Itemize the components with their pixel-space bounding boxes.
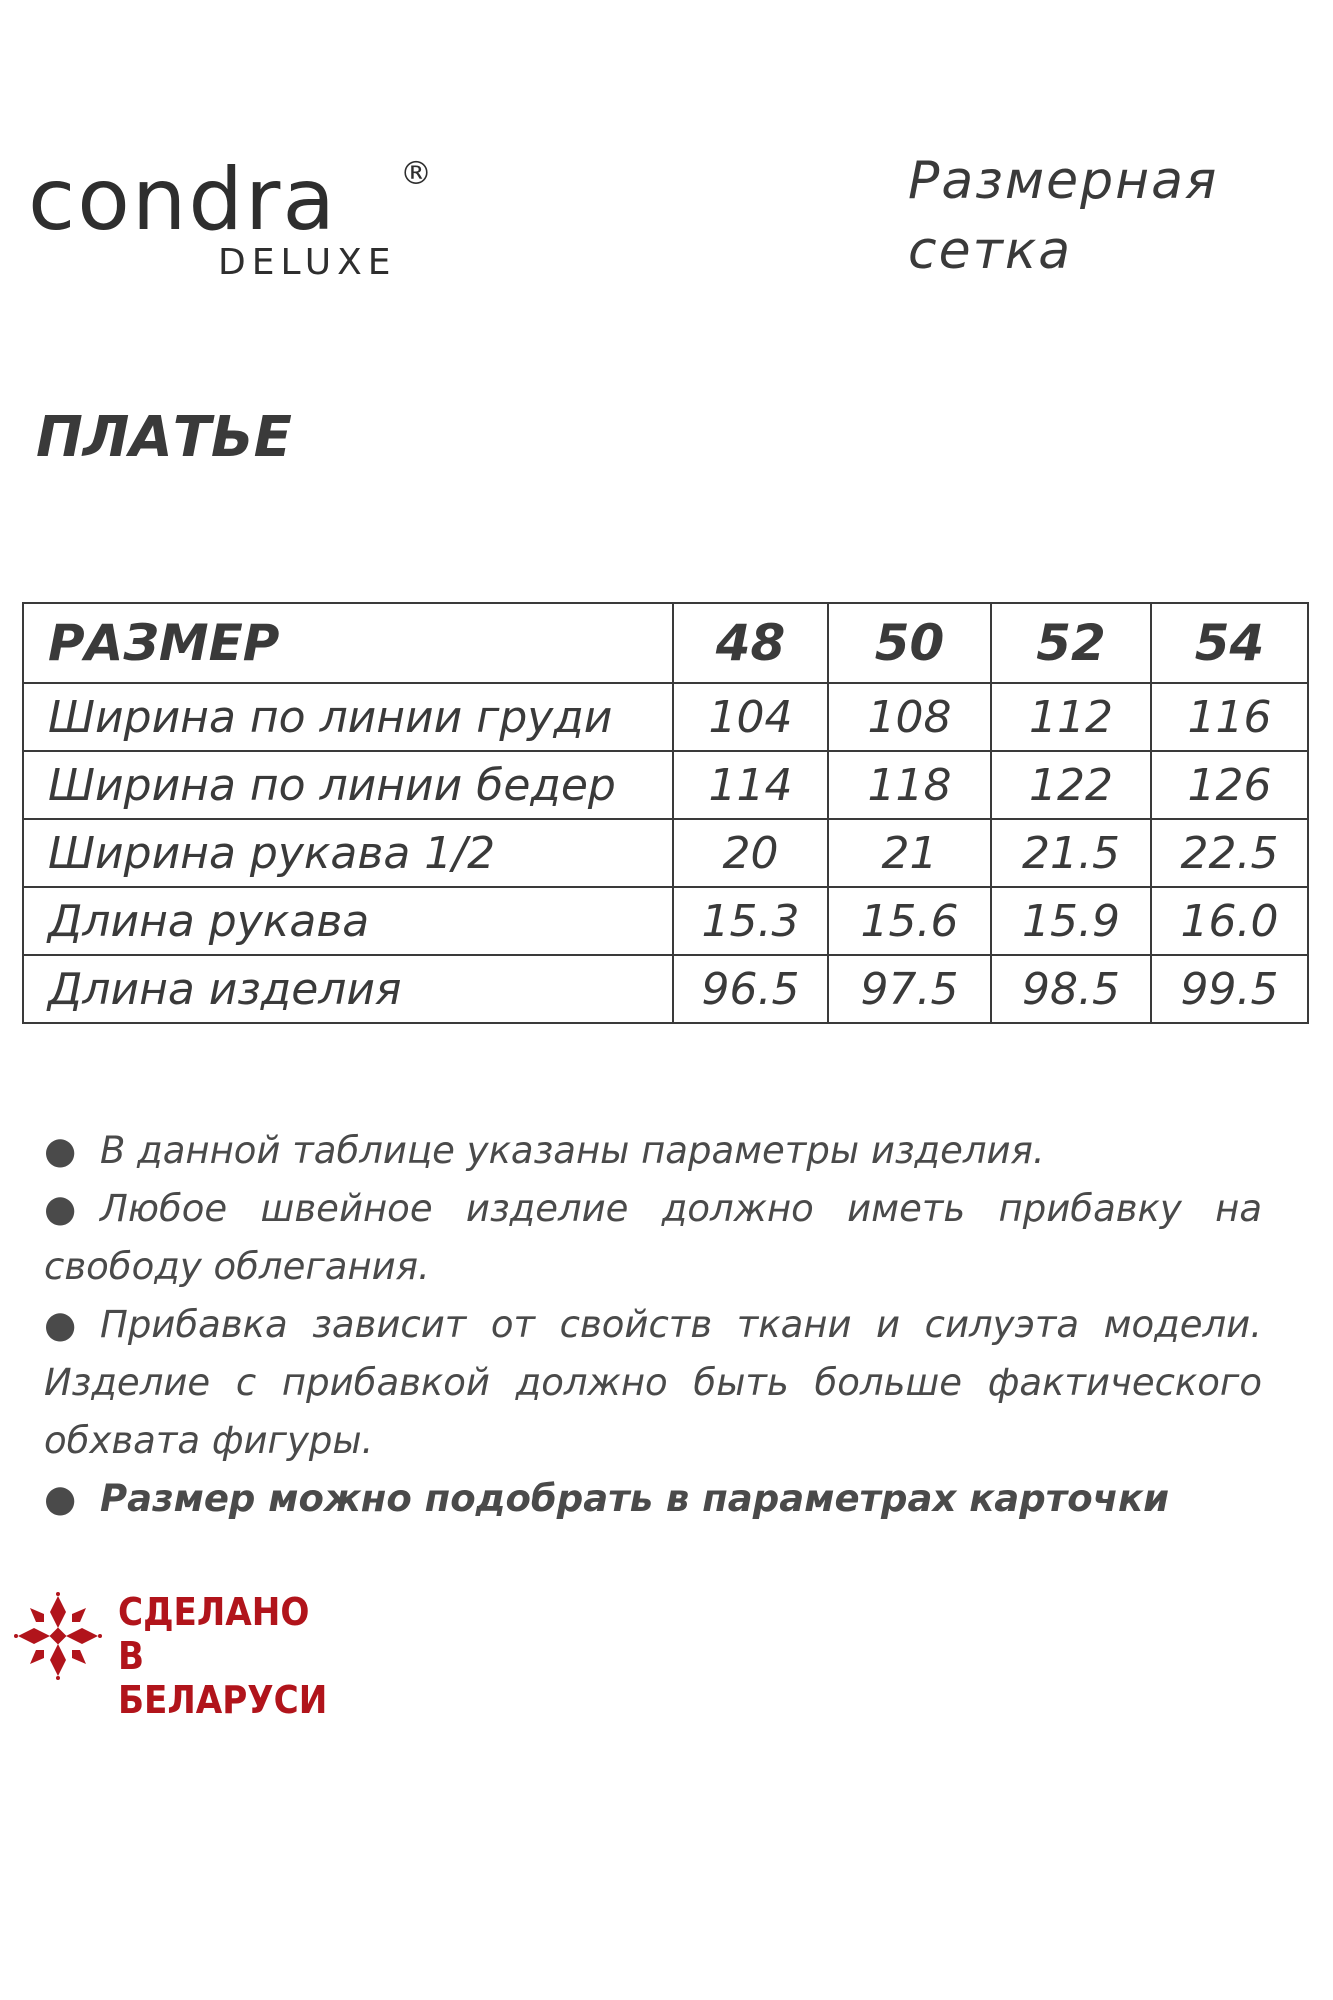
made-in-text (118, 1590, 334, 1722)
bullet-icon: ● (44, 1129, 77, 1172)
bullet-icon: ● (44, 1303, 77, 1346)
table-row (23, 751, 1308, 819)
table-cell: 15.6 (828, 887, 991, 955)
table-cell: 122 (991, 751, 1151, 819)
table-cell: 22.5 (1151, 819, 1308, 887)
product-name: ПЛАТЬЕ (36, 405, 292, 470)
table-cell: 21.5 (991, 819, 1151, 887)
bullet-icon: ● (44, 1187, 77, 1230)
row-label: Ширина по линии груди (23, 683, 673, 751)
note-text: Прибавка зависит от свойств ткани и силуэта модели. Изделие с прибавкой должно быть больше фактического обхвата фигуры. (44, 1303, 1262, 1462)
title-line-2: сетка (908, 221, 1073, 281)
row-label: Длина рукава (23, 887, 673, 955)
table-cell: 126 (1151, 751, 1308, 819)
table-cell: 112 (991, 683, 1151, 751)
table-cell: 98.5 (991, 955, 1151, 1023)
note-item (44, 1470, 1262, 1528)
made-in-belarus-badge (14, 1590, 334, 1722)
size-header: 50 (828, 603, 991, 683)
size-header: 52 (991, 603, 1151, 683)
table-row (23, 955, 1308, 1023)
row-label: Ширина по линии бедер (23, 751, 673, 819)
table-row (23, 887, 1308, 955)
table-cell: 118 (828, 751, 991, 819)
table-cell: 15.9 (991, 887, 1151, 955)
note-text: Размер можно подобрать в параметрах карточки (100, 1477, 1170, 1520)
table-header-label: РАЗМЕР (23, 603, 673, 683)
registered-mark: ® (400, 154, 432, 192)
brand-subline: DELUXE (218, 242, 397, 283)
table-cell: 99.5 (1151, 955, 1308, 1023)
table-row (23, 819, 1308, 887)
table-row (23, 683, 1308, 751)
table-cell: 16.0 (1151, 887, 1308, 955)
table-header-row (23, 603, 1308, 683)
title-line-1: Размерная (908, 151, 1219, 211)
table-cell: 104 (673, 683, 828, 751)
table-cell: 21 (828, 819, 991, 887)
row-label: Ширина рукава 1/2 (23, 819, 673, 887)
table-cell: 15.3 (673, 887, 828, 955)
note-text: Любое швейное изделие должно иметь прибавку на свободу облегания. (44, 1187, 1262, 1288)
note-item (44, 1296, 1262, 1470)
page-title (908, 146, 1308, 286)
brand-name: condra (28, 150, 338, 250)
made-in-line-1: СДЕЛАНО (118, 1590, 310, 1634)
note-text: В данной таблице указаны параметры изделия. (100, 1129, 1045, 1172)
note-item (44, 1180, 1262, 1296)
table-cell: 97.5 (828, 955, 991, 1023)
made-in-line-2: В БЕЛАРУСИ (118, 1634, 328, 1722)
table-cell: 96.5 (673, 955, 828, 1023)
table-cell: 114 (673, 751, 828, 819)
brand-logo (28, 150, 448, 290)
table-cell: 108 (828, 683, 991, 751)
notes-list (44, 1122, 1262, 1528)
note-item (44, 1122, 1262, 1180)
belarusian-ornament-icon (14, 1592, 102, 1680)
size-header: 54 (1151, 603, 1308, 683)
table-cell: 20 (673, 819, 828, 887)
size-table (22, 602, 1309, 1024)
size-header: 48 (673, 603, 828, 683)
row-label: Длина изделия (23, 955, 673, 1023)
table-cell: 116 (1151, 683, 1308, 751)
bullet-icon: ● (44, 1477, 77, 1520)
